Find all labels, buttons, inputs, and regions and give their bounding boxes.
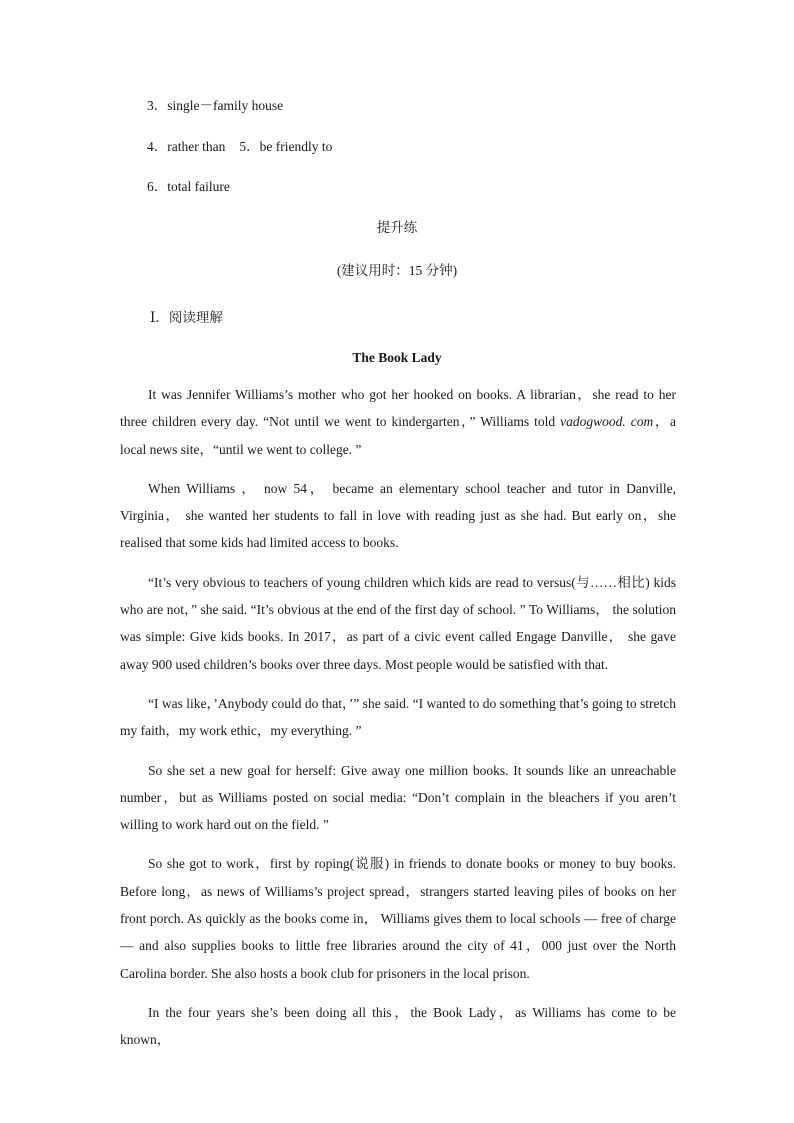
paragraph-4: “I was like，’Anybody could do that，’” she said. “I wanted to do something that’s going to stretch my faith，my work ethic，my everything. ” bbox=[120, 695, 676, 739]
answer-item-3: 3．single－family house bbox=[147, 98, 284, 113]
part-heading: Ⅰ．阅读理解 bbox=[150, 310, 223, 325]
answer-item-5: 5．be friendly to bbox=[239, 139, 333, 154]
paragraph-3: “It’s very obvious to teachers of young children which kids are read to versus(与……相比) kids who are not，” she said. “It’s obvious at the end of the first day of school. ” To Williams， the solution was simple: Give kids books. In 2017，as part of a civic event called Engage Danville， she gave away 900 used children’s books over three days. Most people would be satisfied with that. bbox=[120, 574, 676, 672]
time-hint: (建议用时：15 分钟) bbox=[336, 263, 458, 278]
article-body bbox=[120, 381, 676, 1054]
answer-items-4-5 bbox=[147, 140, 332, 154]
news-site-name: vadogwood. com bbox=[560, 414, 654, 430]
paragraph-6: So she got to work，first by roping(说服) in friends to donate books or money to buy books. Before long，as news of Williams’s project spread，strangers started leaving piles of books on her front porch. As quickly as the books come in， Williams gives them to local schools — free of charge — and also supplies books to little free libraries around the city of 41，000 just over the North Carolina border. She also hosts a book club for prisoners in the local prison. bbox=[120, 856, 676, 981]
article-title: The Book Lady bbox=[352, 350, 442, 365]
paragraph-5: So she set a new goal for herself: Give away one million books. It sounds like an unreachable number，but as Williams posted on social media: “Don’t complain in the bleachers if you aren’t willing to work hard out on the field. ” bbox=[120, 762, 676, 833]
section-title: 提升练 bbox=[376, 220, 418, 235]
paragraph-7: In the four years she’s been doing all this，the Book Lady，as Williams has come to be known， bbox=[120, 1004, 676, 1048]
paragraph-2: When Williams ， now 54， became an elementary school teacher and tutor in Danville, Virginia， she wanted her students to fall in love with reading just as she had. But early on，she realised that some kids had limited access to books. bbox=[120, 480, 676, 551]
paragraph-1: It was Jennifer Williams’s mother who got her hooked on books. A librarian，she read to her three children every day. “Not until we went to kindergarten，” Williams told vadogwood. com，a local news site，“until we went to college. ” bbox=[120, 387, 676, 457]
answer-item-6: 6．total failure bbox=[147, 179, 230, 194]
answer-item-4: 4．rather than bbox=[147, 139, 226, 154]
